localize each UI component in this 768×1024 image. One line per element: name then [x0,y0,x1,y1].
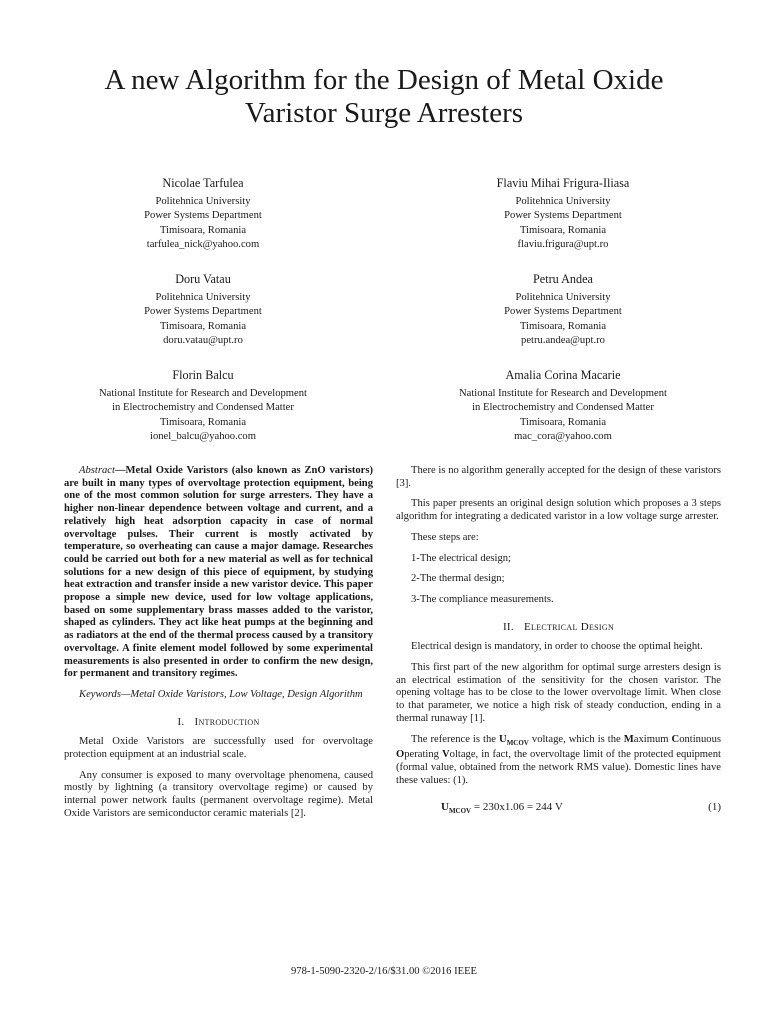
section-heading-introduction [64,716,373,729]
symbol-u: U [499,733,507,745]
abstract-text: Metal Oxide Varistors (also known as ZnO varistors) are built in many types of overvoltage protection equipment, being one of the most common solution for surge arresters. They have a higher non-linear dependence between voltage and current, and a relatively high heat adsorption capacity in case of normal overvoltage pulses. Their current is mostly activated by temperature, so overheating can cause a major damage. Researches could be carried out both for a new material as well as for technical solutions for a new design of this piece of equipment, by studying heat extraction and transfer inside a new varistor device. This paper propose a simple new device, used for low voltage applications, based on some supplementary brass masses added to the varistor, shaped as cylinders. They act like heat pumps at the beginning and as radiators at the end of the thermal process caused by a transitory overvoltage. A finite element model followed by some experimental measurements is also presented in order to confirm the new design, for permanent and transitory regimes. [64,465,373,680]
author-email: petru.andea@upt.ro [521,334,605,346]
right-column [396,465,721,817]
author-department: in Electrochemistry and Condensed Matter [472,402,654,414]
paragraph-mcov [396,734,721,788]
author-block-4 [413,272,713,348]
text-fragment: The reference is the [411,733,500,745]
author-city: Timisoara, Romania [159,416,247,428]
author-affiliation: National Institute for Research and Development [99,388,307,400]
list-item: 2-The thermal design; [411,573,505,585]
keywords-label: Keywords [79,688,121,700]
left-column [64,465,373,829]
paper-title [40,64,728,130]
text-fragment: aximum [633,733,672,745]
keywords-dash: — [120,688,131,700]
text-fragment: ontinuous [679,733,721,745]
paragraph: Any consumer is exposed to many overvoltage phenomena, caused mostly by lightning (a transitory overvoltage regime) or caused by internal power network faults (permanent overvoltage regime). Metal Oxide Varistors are semiconductor ceramic materials [2]. [64,769,373,819]
author-department: Power Systems Department [144,306,262,318]
abstract-label: Abstract [79,465,115,476]
author-name: Flaviu Mihai Frigura-Iliasa [496,176,630,190]
section-number: II. [502,620,514,633]
author-name: Doru Vatau [175,272,231,286]
author-city: Timisoara, Romania [519,320,607,332]
author-affiliation: Politehnica University [515,292,611,304]
author-email: doru.vatau@upt.ro [163,334,243,346]
text-fragment: oltage, in fact, the overvoltage limit of the protected equipment (formal value, obtained from the network RMS value). Domestic lines have these values: (1). [396,749,721,786]
author-block-5 [53,368,353,444]
keywords-text: Metal Oxide Varistors, Low Voltage, Design Algorithm [130,688,363,700]
equation-number: (1) [708,801,721,814]
section-heading-electrical-design [396,621,721,634]
equation-body [441,801,563,818]
author-block-1 [53,176,353,252]
author-block-2 [413,176,713,252]
author-email: mac_cora@yahoo.com [514,430,612,442]
author-city: Timisoara, Romania [519,224,607,236]
author-email: ionel_balcu@yahoo.com [150,430,256,442]
author-affiliation: Politehnica University [515,196,611,208]
acronym-letter: V [441,749,450,761]
abstract-dash: — [114,465,126,476]
author-name: Amalia Corina Macarie [505,368,621,382]
paragraph: This paper presents an original design solution which proposes a 3 steps algorithm for integrating a dedicated varistor in a low voltage surge arrester. [396,498,721,523]
section-number: I. [177,715,185,728]
abstract [64,465,373,681]
author-department: Power Systems Department [504,210,622,222]
symbol-subscript: MCOV [506,738,529,747]
text-fragment: perating [404,749,442,761]
author-block-6 [413,368,713,444]
author-name: Florin Balcu [172,368,234,382]
author-affiliation: National Institute for Research and Development [459,388,667,400]
title-line-2: Varistor Surge Arresters [244,97,524,129]
section-title: Electrical Design [523,620,615,633]
author-department: Power Systems Department [504,306,622,318]
list-item: 1-The electrical design; [411,552,512,564]
author-department: in Electrochemistry and Condensed Matter [112,402,294,414]
acronym-letter: M [623,733,634,745]
author-name: Petru Andea [533,272,593,286]
acronym-letter: C [671,733,680,745]
text-fragment: voltage, which is the [528,733,624,745]
symbol-subscript: MCOV [448,807,472,816]
paragraph: Electrical design is mandatory, in order to choose the optimal height. [411,641,703,653]
author-city: Timisoara, Romania [519,416,607,428]
author-affiliation: Politehnica University [155,196,251,208]
author-affiliation: Politehnica University [155,292,251,304]
author-city: Timisoara, Romania [159,224,247,236]
acronym-letter: O [396,749,405,761]
section-title: Introduction [194,715,260,728]
paragraph: Metal Oxide Varistors are successfully used for overvoltage protection equipment at an industrial scale. [64,736,373,761]
symbol-u: U [441,801,449,814]
equation [396,801,721,817]
keywords [64,689,373,702]
author-block-3 [53,272,353,348]
author-city: Timisoara, Romania [159,320,247,332]
author-department: Power Systems Department [144,210,262,222]
title-line-1: A new Algorithm for the Design of Metal Oxide [104,64,664,96]
paragraph: There is no algorithm generally accepted for the design of these varistors [3]. [396,465,721,489]
list-item: 3-The compliance measurements. [411,593,554,605]
author-name: Nicolae Tarfulea [162,176,244,190]
steps-intro: These steps are: [411,531,479,543]
equation-text: = 230x1.06 = 244 V [471,801,563,814]
paragraph: This first part of the new algorithm for optimal surge arresters design is an electrical estimation of the sensitivity for the chosen varistor. The opening voltage has to be close to the lower overvoltage limit. When close to that parameter, we notice a high risk of steady conduction, ending in a thermal runaway [1]. [396,662,721,724]
author-email: flaviu.frigura@upt.ro [517,238,609,250]
copyright-footer: 978-1-5090-2320-2/16/$31.00 ©2016 IEEE [290,966,478,977]
author-email: tarfulea_nick@yahoo.com [146,238,260,250]
